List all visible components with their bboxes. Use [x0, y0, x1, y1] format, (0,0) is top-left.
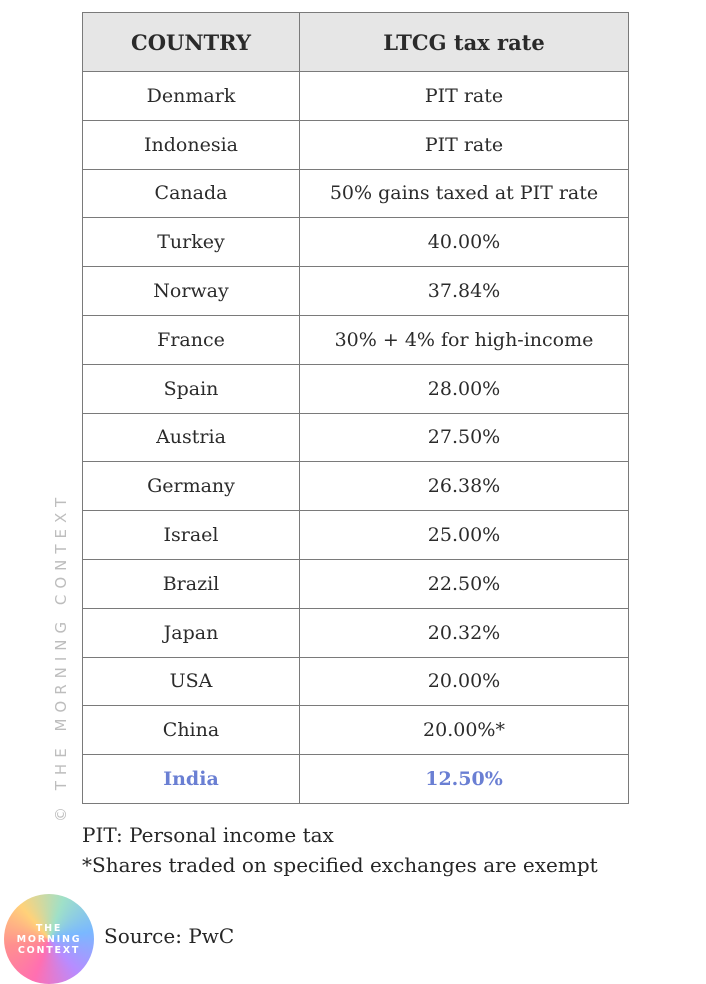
country-cell: Israel — [83, 511, 300, 560]
table-row — [83, 364, 629, 413]
country-cell: India — [83, 755, 300, 804]
rate-cell: 20.00% — [300, 657, 629, 706]
logo-line: MORNING — [16, 933, 82, 945]
logo-line: CONTEXT — [17, 944, 81, 956]
rate-cell: 30% + 4% for high-income — [300, 315, 629, 364]
country-cell: Austria — [83, 413, 300, 462]
country-cell: China — [83, 706, 300, 755]
country-cell: Norway — [83, 267, 300, 316]
country-cell: Turkey — [83, 218, 300, 267]
table-row-highlighted — [83, 755, 629, 804]
table-header-row — [83, 13, 629, 72]
rate-cell: 37.84% — [300, 267, 629, 316]
table-row — [83, 511, 629, 560]
morning-context-logo — [4, 894, 94, 984]
table-row — [83, 706, 629, 755]
logo-line: THE — [35, 922, 63, 934]
rate-cell: 28.00% — [300, 364, 629, 413]
country-cell: Denmark — [83, 72, 300, 121]
table-row — [83, 608, 629, 657]
source-credit: Source: PwC — [104, 924, 235, 948]
country-cell: Indonesia — [83, 120, 300, 169]
watermark-text: © THE MORNING CONTEXT — [52, 491, 70, 822]
rate-cell: 20.00%* — [300, 706, 629, 755]
country-cell: USA — [83, 657, 300, 706]
rate-cell: PIT rate — [300, 72, 629, 121]
column-header-country: COUNTRY — [83, 13, 300, 72]
rate-cell: 26.38% — [300, 462, 629, 511]
table-row — [83, 218, 629, 267]
footnote-pit: PIT: Personal income tax — [82, 823, 334, 847]
rate-cell: 25.00% — [300, 511, 629, 560]
rate-cell: 40.00% — [300, 218, 629, 267]
rate-cell: 22.50% — [300, 559, 629, 608]
rate-cell: 20.32% — [300, 608, 629, 657]
rate-cell: PIT rate — [300, 120, 629, 169]
column-header-rate: LTCG tax rate — [300, 13, 629, 72]
table-row — [83, 462, 629, 511]
table-row — [83, 413, 629, 462]
country-cell: Germany — [83, 462, 300, 511]
rate-cell: 50% gains taxed at PIT rate — [300, 169, 629, 218]
table-row — [83, 120, 629, 169]
table-row — [83, 169, 629, 218]
table-row — [83, 657, 629, 706]
table-row — [83, 72, 629, 121]
country-cell: Brazil — [83, 559, 300, 608]
table-row — [83, 315, 629, 364]
country-cell: France — [83, 315, 300, 364]
table-row — [83, 267, 629, 316]
rate-cell: 27.50% — [300, 413, 629, 462]
rate-cell: 12.50% — [300, 755, 629, 804]
footnotes — [82, 820, 598, 880]
table-row — [83, 559, 629, 608]
footnote-exempt: *Shares traded on specified exchanges are exempt — [82, 853, 598, 877]
country-cell: Canada — [83, 169, 300, 218]
country-cell: Japan — [83, 608, 300, 657]
ltcg-tax-table — [82, 12, 629, 804]
country-cell: Spain — [83, 364, 300, 413]
